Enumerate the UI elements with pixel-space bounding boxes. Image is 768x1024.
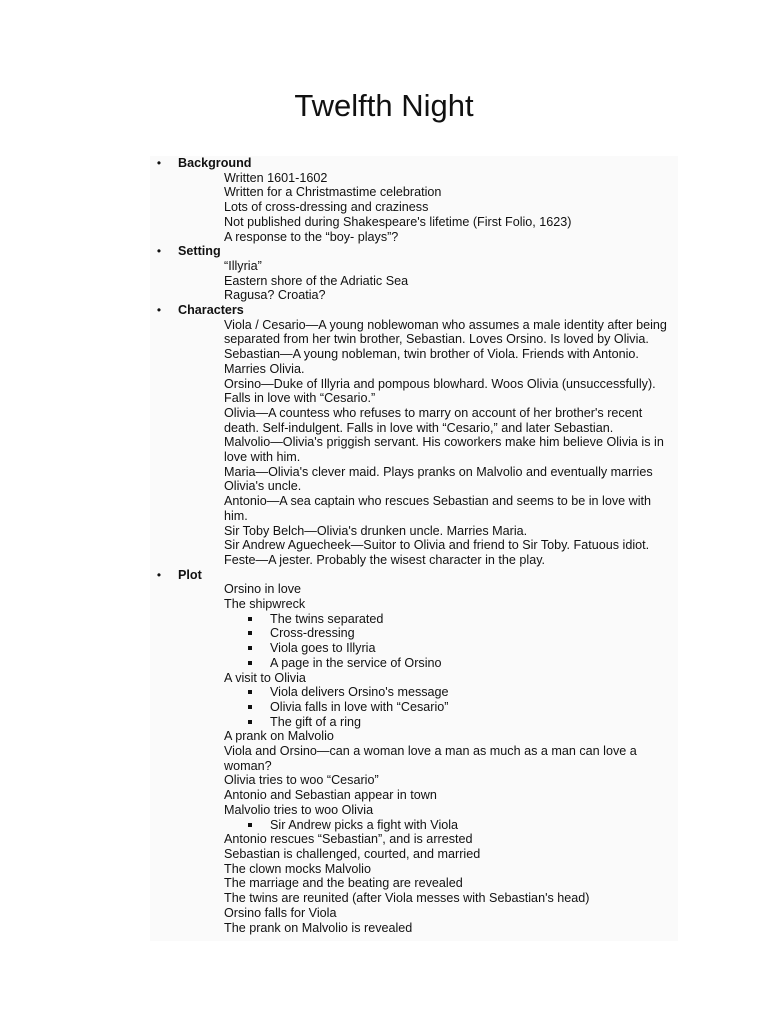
- bullet-icon: •: [156, 303, 162, 317]
- character-entry: Sir Toby Belch—Olivia's drunken uncle. Marries Maria.: [224, 523, 528, 538]
- plot-point: Orsino in love: [224, 582, 301, 597]
- section-plot: [150, 568, 678, 936]
- plot-point: Orsino falls for Viola: [224, 905, 337, 920]
- plot-point: The twins are reunited (after Viola messes with Sebastian's head): [224, 891, 590, 906]
- section-setting: [150, 244, 678, 303]
- plot-point: Viola and Orsino—can a woman love a man as much as a man can love a woman?: [224, 744, 637, 773]
- bullet-icon: •: [156, 156, 162, 170]
- section-heading: Plot: [178, 567, 202, 582]
- list-item: Lots of cross-dressing and craziness: [224, 200, 429, 215]
- list-item: Written for a Christmastime celebration: [224, 185, 442, 200]
- plot-subpoint: Viola goes to Illyria: [150, 641, 678, 656]
- character-entry: Sebastian—A young nobleman, twin brother of Viola. Friends with Antonio. Marries Olivia.: [224, 347, 639, 376]
- plot-subpoint: Viola delivers Orsino's message: [150, 685, 678, 700]
- square-bullet-icon: [248, 823, 252, 827]
- character-entry: Antonio—A sea captain who rescues Sebastian and seems to be in love with him.: [224, 494, 652, 523]
- section-heading: Background: [178, 156, 252, 170]
- bullet-icon: •: [156, 244, 162, 259]
- character-entry: Malvolio—Olivia's priggish servant. His coworkers make him believe Olivia is in love with him.: [224, 435, 664, 465]
- plot-point: The prank on Malvolio is revealed: [224, 920, 413, 935]
- plot-subpoint: The gift of a ring: [150, 715, 678, 730]
- plot-subpoint: Olivia falls in love with “Cesario”: [150, 700, 678, 715]
- plot-subpoint: Sir Andrew picks a fight with Viola: [150, 818, 678, 833]
- plot-point: Olivia tries to woo “Cesario”: [224, 773, 379, 788]
- square-bullet-icon: [248, 617, 252, 621]
- section-background: [150, 156, 678, 244]
- plot-point: A visit to Olivia: [224, 670, 306, 685]
- square-bullet-icon: [248, 705, 252, 709]
- list-item: “Illyria”: [224, 258, 262, 273]
- list-item: Written 1601-1602: [224, 170, 328, 185]
- character-entry: Sir Andrew Aguecheek—Suitor to Olivia and friend to Sir Toby. Fatuous idiot.: [224, 538, 650, 553]
- bullet-icon: •: [156, 567, 162, 582]
- character-entry: Orsino—Duke of Illyria and pompous blowhard. Woos Olivia (unsuccessfully). Falls in love with “Cesario.”: [224, 376, 656, 406]
- plot-point: Antonio rescues “Sebastian”, and is arrested: [224, 832, 473, 847]
- character-entry: Olivia—A countess who refuses to marry on account of her brother's recent death. Self-indulgent. Falls in love with “Cesario,” and later Sebastian.: [224, 405, 643, 435]
- document-title: Twelfth Night: [294, 88, 474, 123]
- square-bullet-icon: [248, 631, 252, 635]
- list-item: Not published during Shakespeare's lifetime (First Folio, 1623): [224, 214, 572, 229]
- character-entry: Feste—A jester. Probably the wisest character in the play.: [224, 552, 546, 567]
- list-item: Ragusa? Croatia?: [224, 288, 326, 303]
- section-heading: Setting: [178, 244, 221, 259]
- plot-point: The marriage and the beating are revealed: [224, 876, 463, 891]
- plot-point: A prank on Malvolio: [224, 729, 334, 744]
- plot-point: Sebastian is challenged, courted, and married: [224, 846, 481, 861]
- section-heading: Characters: [178, 303, 244, 317]
- section-characters: [150, 303, 678, 568]
- square-bullet-icon: [248, 690, 252, 694]
- square-bullet-icon: [248, 646, 252, 650]
- plot-point: The shipwreck: [224, 597, 306, 612]
- plot-subpoint: A page in the service of Orsino: [150, 656, 678, 671]
- plot-subpoint: The twins separated: [150, 612, 678, 627]
- plot-subpoint: Cross-dressing: [150, 626, 678, 641]
- list-item: A response to the “boy- plays”?: [224, 229, 399, 244]
- list-item: Eastern shore of the Adriatic Sea: [224, 273, 409, 288]
- square-bullet-icon: [248, 661, 252, 665]
- character-entry: Maria—Olivia's clever maid. Plays pranks on Malvolio and eventually marries Olivia's uncle.: [224, 464, 653, 494]
- plot-point: Malvolio tries to woo Olivia: [224, 802, 374, 817]
- outline: [150, 156, 678, 941]
- plot-point: The clown mocks Malvolio: [224, 861, 371, 876]
- plot-point: Antonio and Sebastian appear in town: [224, 788, 437, 803]
- character-entry: Viola / Cesario—A young noblewoman who assumes a male identity after being separated from her twin brother, Sebastian. Loves Orsino. Is loved by Olivia.: [224, 317, 667, 347]
- square-bullet-icon: [248, 720, 252, 724]
